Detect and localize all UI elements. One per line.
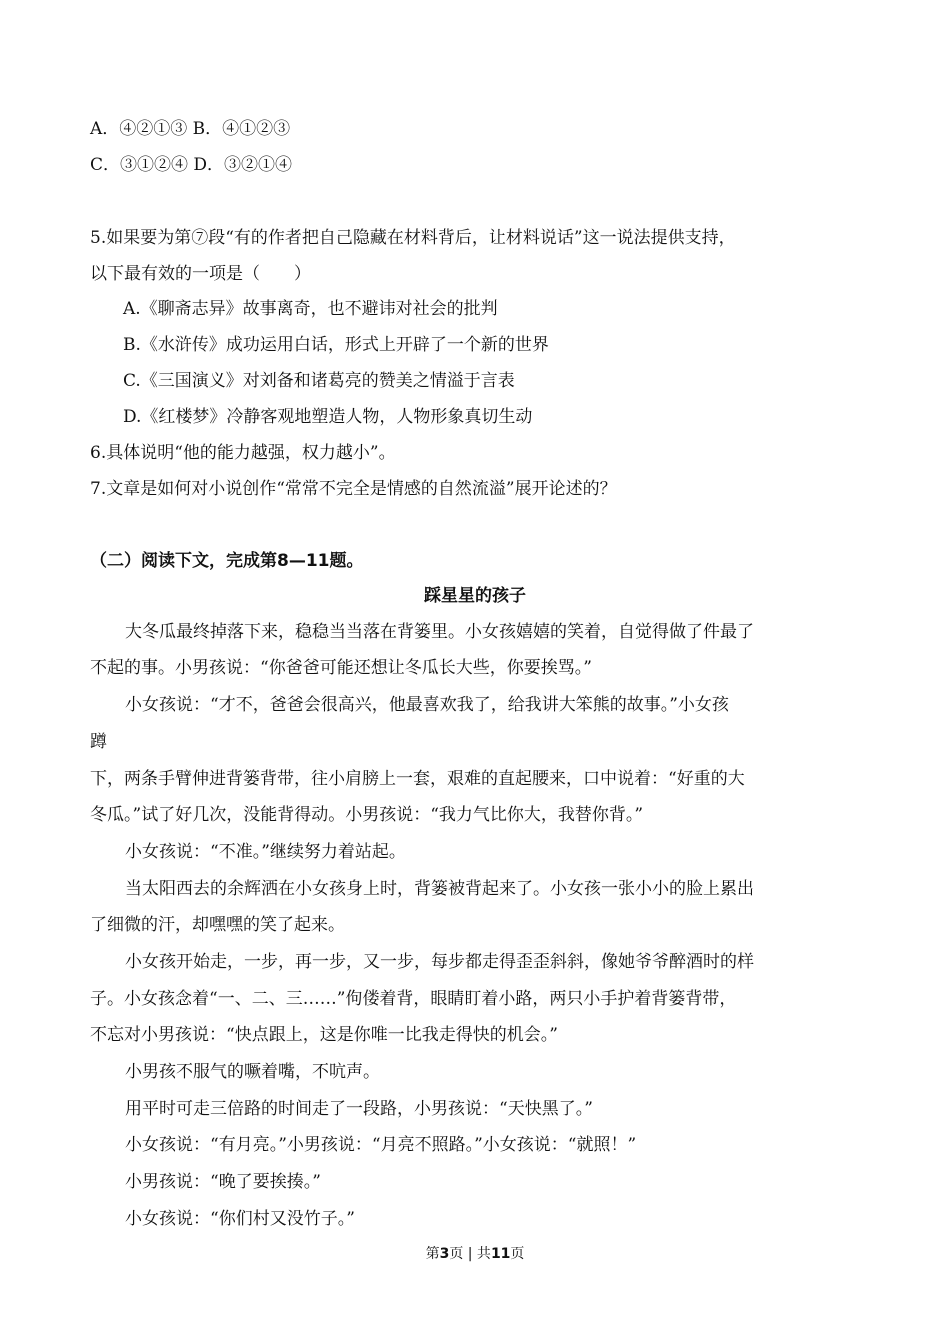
question-5-line-2: 以下最有效的一项是（ ） [90,264,311,284]
footer-mid: 页 | 共 [449,1246,491,1262]
story-line: 用平时可走三倍路的时间走了一段路，小男孩说：“天快黑了。” [125,1099,593,1119]
story-line: 大冬瓜最终掉落下来，稳稳当当落在背篓里。小女孩嬉嬉的笑着，自觉得做了件最了 [125,622,754,642]
story-line: 小女孩说：“你们村又没竹子。” [125,1209,355,1229]
question-5-line-1: 5.如果要为第⑦段“有的作者把自己隐藏在材料背后，让材料说话”这一说法提供支持， [90,228,736,248]
story-line: 小男孩不服气的噘着嘴，不吭声。 [125,1062,380,1082]
story-line: 蹲 [90,732,107,752]
question-5-option-c: C.《三国演义》对刘备和诸葛亮的赞美之情溢于言表 [123,371,515,391]
story-line: 当太阳西去的余辉洒在小女孩身上时，背篓被背起来了。小女孩一张小小的脸上累出 [125,879,754,899]
question-5-option-d: D.《红楼梦》冷静客观地塑造人物，人物形象真切生动 [123,407,533,427]
story-line: 小男孩说：“晚了要挨揍。” [125,1172,321,1192]
story-line: 不忘对小男孩说：“快点跟上，这是你唯一比我走得快的机会。” [90,1025,558,1045]
question-6: 6.具体说明“他的能力越强，权力越小”。 [90,443,396,463]
page-footer [0,1243,950,1263]
story-line: 冬瓜。”试了好几次，没能背得动。小男孩说：“我力气比你大，我替你背。” [90,805,644,825]
question-5-option-a: A.《聊斋志异》故事离奇，也不避讳对社会的批判 [123,299,498,319]
story-line: 小女孩说：“才不，爸爸会很高兴，他最喜欢我了，给我讲大笨熊的故事。”小女孩 [125,695,729,715]
story-title: 踩星星的孩子 [424,586,526,606]
story-line: 了细微的汗，却嘿嘿的笑了起来。 [90,915,345,935]
footer-prefix: 第 [425,1246,440,1262]
question-7: 7.文章是如何对小说创作“常常不完全是情感的自然流溢”展开论述的？ [90,479,617,499]
options-row-2: C．③①②④ D．③②①④ [90,155,293,175]
story-line: 下，两条手臂伸进背篓背带，往小肩膀上一套，艰难的直起腰来，口中说着：“好重的大 [90,769,745,789]
options-row-1: A．④②①③ B．④①②③ [90,119,291,139]
current-page-number: 3 [439,1246,450,1262]
section-heading: （二）阅读下文，完成第8—11题。 [90,551,364,571]
story-line: 不起的事。小男孩说：“你爸爸可能还想让冬瓜长大些，你要挨骂。” [90,658,592,678]
footer-suffix: 页 [510,1246,525,1262]
story-line: 小女孩说：“有月亮。”小男孩说：“月亮不照路。”小女孩说：“就照！” [125,1135,637,1155]
story-line: 子。小女孩念着“一、二、三……”佝偻着背，眼睛盯着小路，两只小手护着背篓背带， [90,989,737,1009]
story-line: 小女孩开始走，一步，再一步，又一步，每步都走得歪歪斜斜，像她爷爷醉酒时的样 [125,952,754,972]
total-page-number: 11 [490,1246,511,1262]
question-5-option-b: B.《水浒传》成功运用白话，形式上开辟了一个新的世界 [123,335,549,355]
story-line: 小女孩说：“不准。”继续努力着站起。 [125,842,406,862]
